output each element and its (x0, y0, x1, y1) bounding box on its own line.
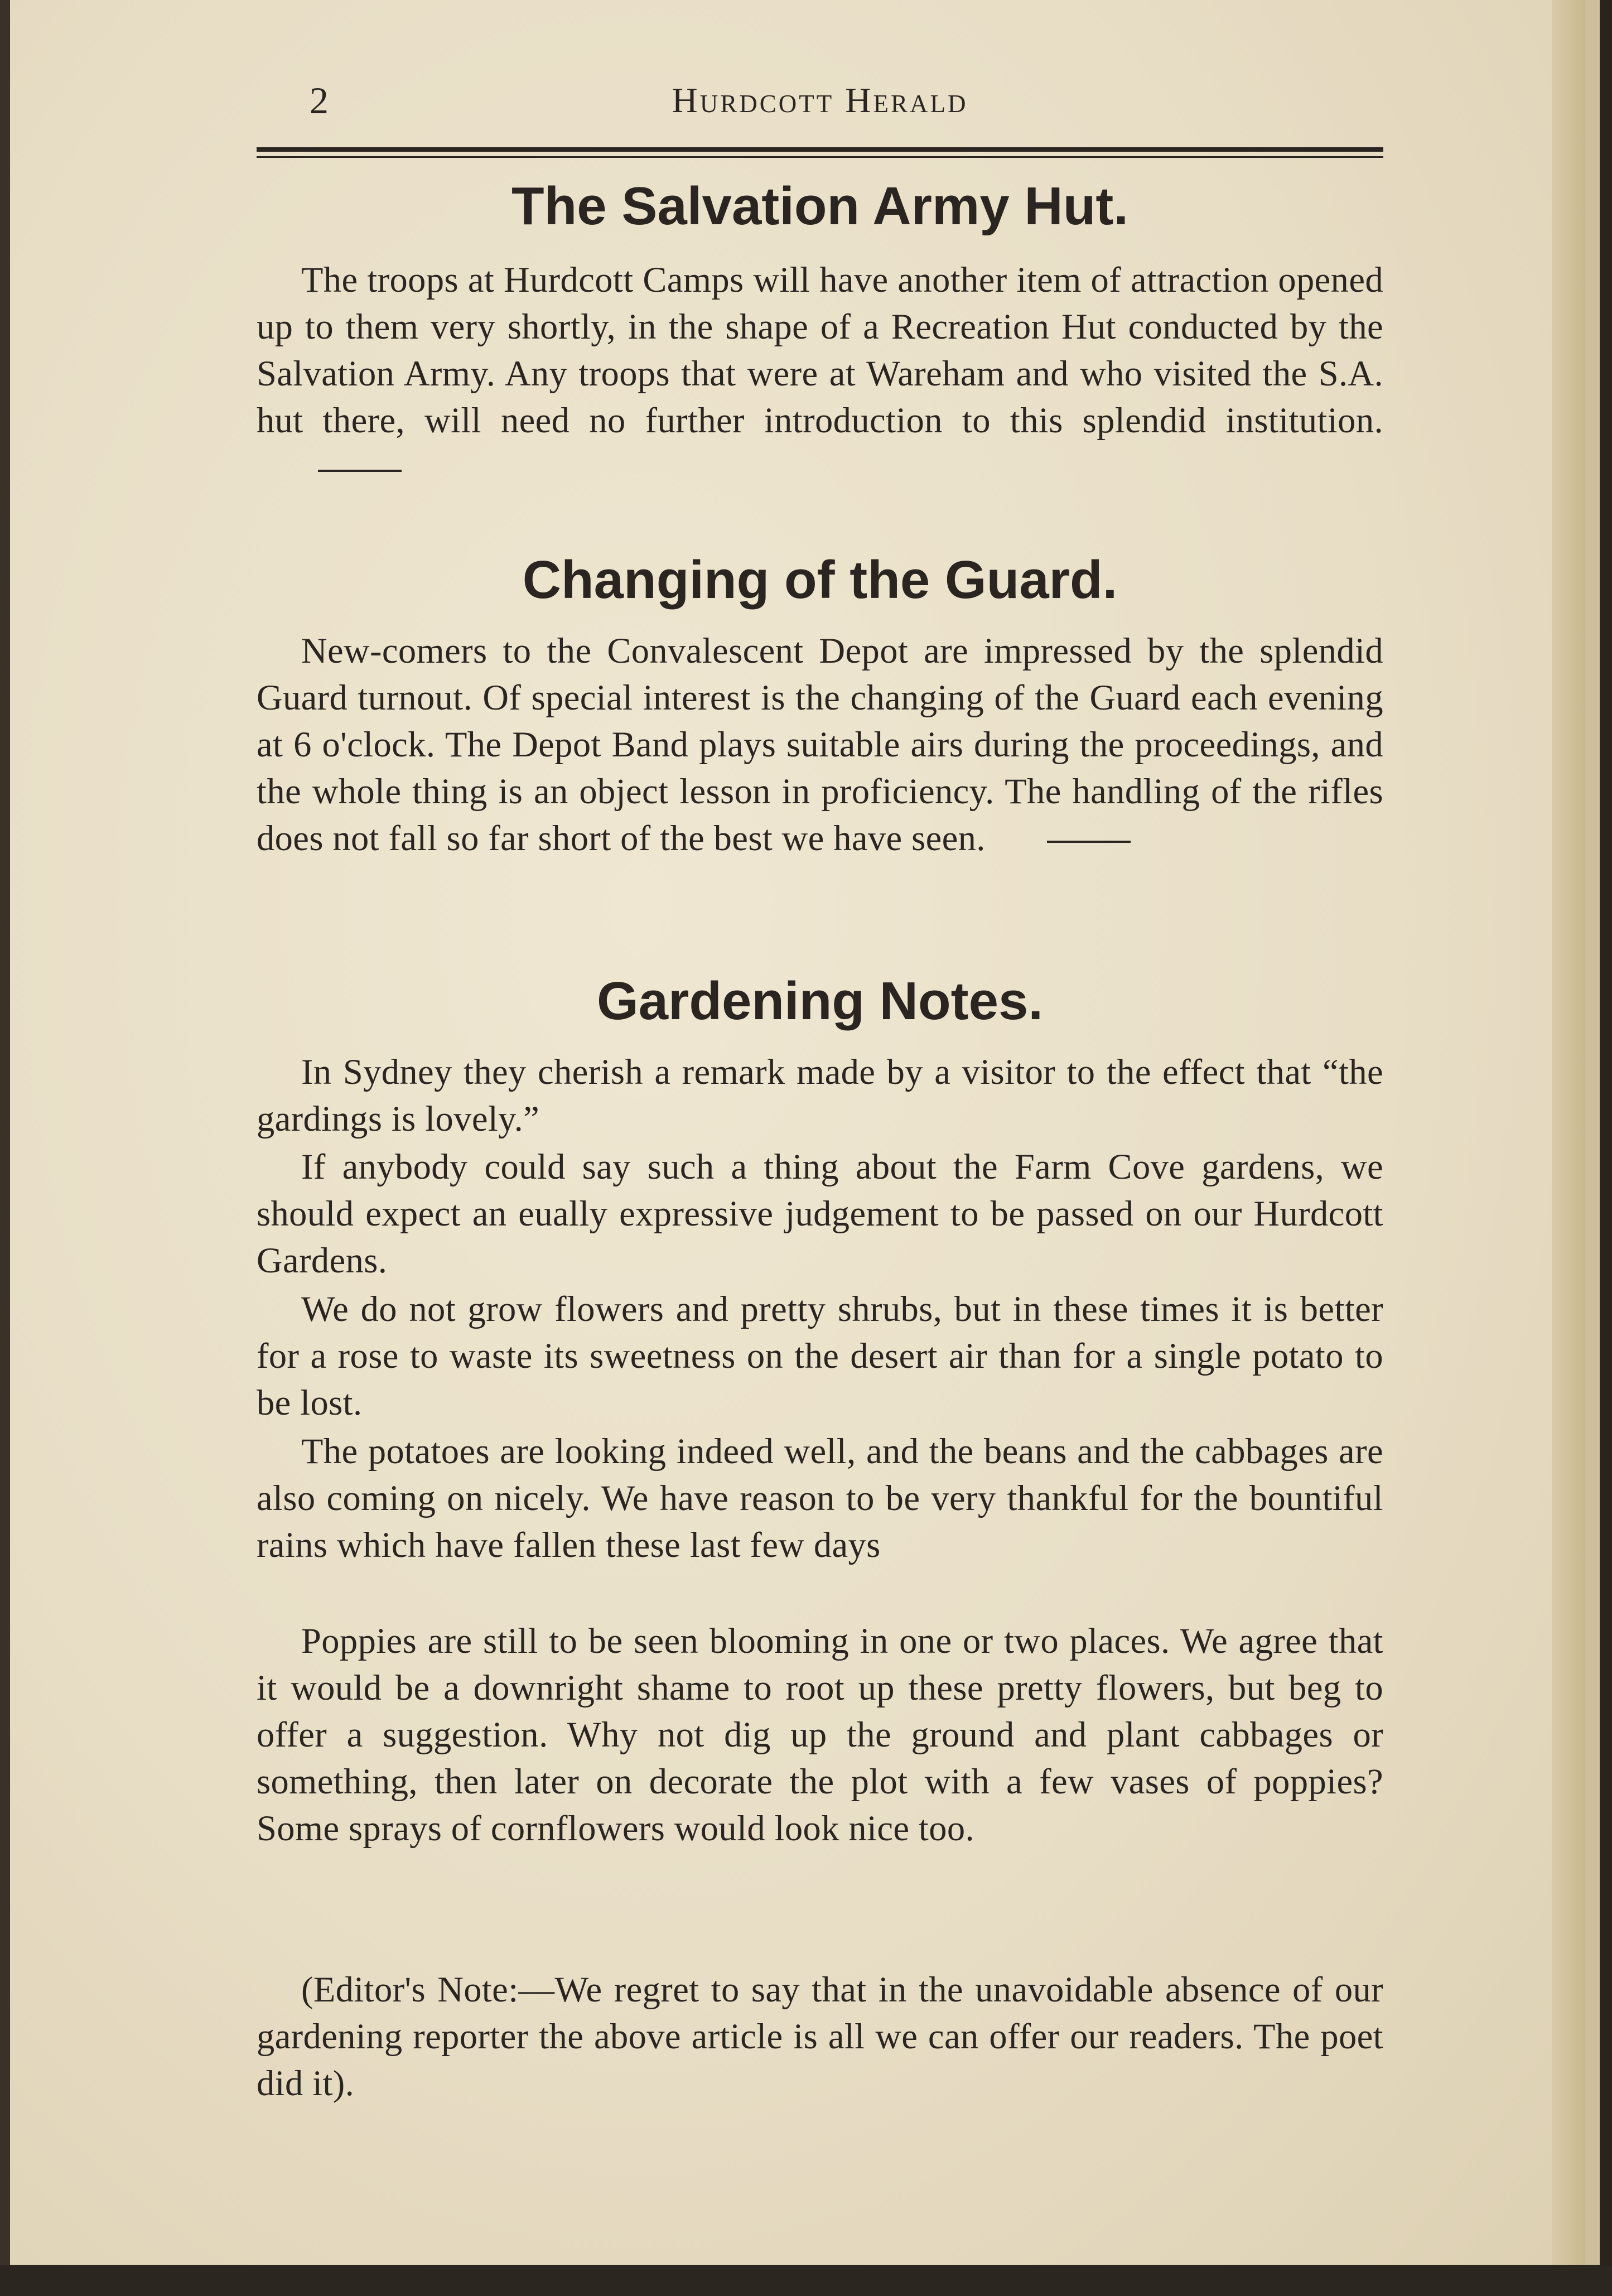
article-title: Changing of the Guard. (522, 550, 1118, 610)
page-left-edge (0, 0, 10, 2296)
page-header (257, 78, 1383, 139)
paragraph-text: The potatoes are looking indeed well, and the beans and the cabbages are also coming on nicely. We have reason to be very thankful for the bountiful rains which have fallen these last few days (257, 1431, 1383, 1565)
paragraph-text: We do not grow flowers and pretty shrubs, but in these times it is better for a rose to waste its sweetness on the desert air than for a single potato to be lost. (257, 1289, 1383, 1422)
page-bottom-edge (0, 2265, 1612, 2296)
editors-note (257, 1966, 1383, 2107)
article-paragraph (257, 1286, 1383, 1426)
article-body (257, 628, 1383, 862)
running-head: Hurdcott Herald (672, 80, 968, 120)
article-paragraph (257, 1144, 1383, 1284)
section-divider (318, 470, 402, 472)
header-rule-thin (257, 156, 1383, 158)
page-number: 2 (310, 79, 329, 122)
article-paragraph (257, 1428, 1383, 1569)
article-paragraph (257, 1049, 1383, 1142)
paragraph-text: (Editor's Note:—We regret to say that in the unavoidable absence of our gardening reporter the above article is all we can offer our readers. The poet did it). (257, 1970, 1383, 2103)
article-body-text: The troops at Hurdcott Camps will have another item of attraction opened up to them very shortly, in the shape of a Recreation Hut conducted by the Salvation Army. Any troops that were at Wareham and who visited the S.A. hut there, will need no further introduction to this splendid institution. (257, 260, 1383, 440)
article-title: The Salvation Army Hut. (511, 176, 1128, 236)
paragraph-text: Poppies are still to be seen blooming in one or two places. We agree that it would be a downright shame to root up these pretty flowers, but beg to offer a suggestion. Why not dig up the ground and plant cabbages or something, then later on decorate the plot with a few vases of poppies? Some sprays of cornflowers would look nice too. (257, 1621, 1383, 1848)
page-spine-edge (1552, 0, 1585, 2265)
article-body-text: New-comers to the Convalescent Depot are impressed by the splendid Guard turnout. Of special interest is the changing of the Guard each evening at 6 o'clock. The Depot Band plays suitable airs during the proceedings, and the whole thing is an object lesson in proficiency. The handling of the rifles does not fall so far short of the best we have seen. (257, 631, 1383, 858)
article-body (257, 257, 1383, 491)
article-title: Gardening Notes. (596, 971, 1044, 1031)
article-paragraph (257, 1618, 1383, 1852)
section-divider (1047, 841, 1131, 843)
paragraph-text: If anybody could say such a thing about the Farm Cove gardens, we should expect an eually expressive judgement to be passed on our Hurdcott Gardens. (257, 1147, 1383, 1280)
paragraph-text: In Sydney they cherish a remark made by a visitor to the effect that “the gardings is lovely.” (257, 1052, 1383, 1139)
header-rule-thick (257, 147, 1383, 152)
